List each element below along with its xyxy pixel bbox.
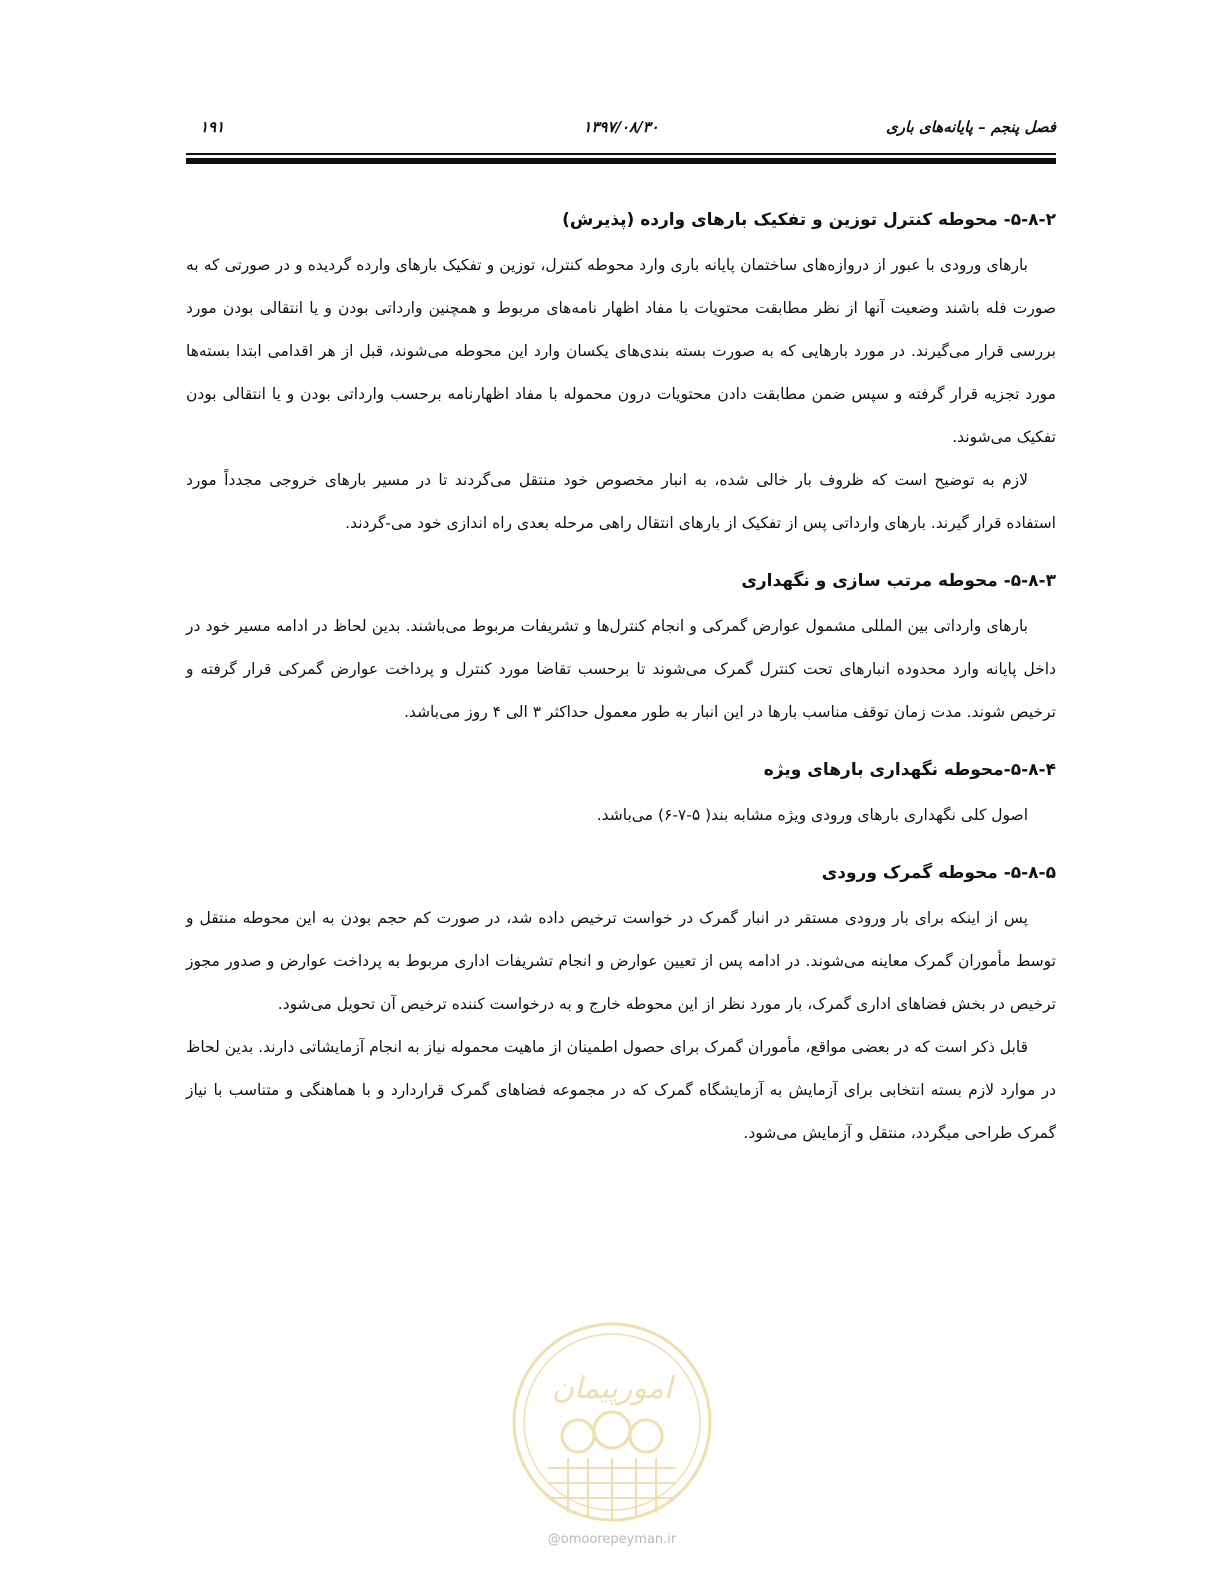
section-heading: ۵-۸-۲- محوطه کنترل توزین و تفکیک بارهای وارده (پذیرش)	[562, 210, 1056, 230]
header-date: ۱۳۹۷/۰۸/۳۰	[583, 118, 659, 136]
section-heading: ۵-۸-۴-محوطه نگهداری بارهای ویژه	[763, 760, 1056, 780]
watermark-logo-text: امورپیمان	[551, 1371, 673, 1406]
chapter-title: فصل پنجم – پایانه‌های باری	[886, 118, 1056, 136]
paragraph: پس از اینکه برای بار ورودی مستقر در انبار گمرک در خواست ترخیص داده شد، در صورت کم حجم بودن به این محوطه منتقل و توسط مأموران گمرک معاینه می‌شوند. در ادامه پس از تعیین عوارض و انجام تشریفات اداری مربوط به پرداخت عوارض و صدور مجوز ترخیص در بخش فضاهای اداری گمرک، بار مورد نظر از این محوطه خارج و به درخواست کننده ترخیص آن تحویل می‌شود.	[186, 909, 1056, 1013]
section-5-8-3	[186, 557, 1056, 734]
header-rule-thick	[186, 158, 1056, 164]
paragraph: لازم به توضیح است که ظروف بار خالی شده، به انبار مخصوص خود منتقل می‌گردند تا در مسیر بارهای خروجی مجدداً مورد استفاده قرار گیرند. بارهای وارداتی پس از تفکیک از بارهای انتقال راهی مرحله بعدی راه اندازی خود می-گردند.	[186, 471, 1056, 532]
page-number: ۱۹۱	[200, 118, 225, 136]
body-content	[186, 196, 1056, 1155]
paragraph: قابل ذکر است که در بعضی مواقع، مأموران گمرک برای حصول اطمینان از ماهیت محموله نیاز به انجام آزمایشاتی دارند. بدین لحاظ در موارد لازم بسته انتخابی برای آزمایش به آزمایشگاه گمرک که در مجموعه فضاهای گمرک قراردارد و با هماهنگی و متناسب با نیاز گمرک طراحی میگردد، منتقل و آزمایش می‌شود.	[186, 1038, 1056, 1142]
section-heading: ۵-۸-۵- محوطه گمرک ورودی	[821, 863, 1056, 883]
section-5-8-2	[186, 196, 1056, 545]
watermark-url: @omoorepeyman.ir	[547, 1532, 677, 1547]
paragraph: اصول کلی نگهداری بارهای ورودی ویژه مشابه بند( ۵-۷-۶) می‌باشد.	[596, 806, 1028, 824]
running-header	[186, 118, 1056, 148]
header-rule-thin	[186, 153, 1056, 155]
section-heading: ۵-۸-۳- محوطه مرتب سازی و نگهداری	[741, 571, 1056, 591]
watermark-logo-icon	[508, 1318, 716, 1526]
paragraph: بارهای وارداتی بین المللی مشمول عوارض گمرکی و انجام کنترل‌ها و تشریفات مربوط می‌باشند. بدین لحاظ در ادامه مسیر خود در داخل پایانه وارد محدوده انبارهای تحت کنترل گمرک می‌شوند تا برحسب تقاضا مورد کنترل و پرداخت عوارض گمرکی قرار گرفته و ترخیص شوند. مدت زمان توقف مناسب بارها در این انبار به طور معمول حداکثر ۳ الی ۴ روز می‌باشد.	[186, 617, 1056, 721]
section-5-8-4	[186, 746, 1056, 837]
section-5-8-5	[186, 849, 1056, 1155]
paragraph: بارهای ورودی با عبور از دروازه‌های ساختمان پایانه باری وارد محوطه کنترل، توزین و تفکیک بارهای وارده گردیده و در صورتی که به صورت فله باشند وضعیت آنها از نظر مطابقت محتویات با مفاد اظهار نامه‌های مربوط و همچنین وارداتی بودن و یا انتقالی بودن مورد بررسی قرار می‌گیرند. در مورد بارهایی که به صورت بسته بندی‌های یکسان وارد این محوطه می‌شوند، قبل از هر اقدامی ابتدا بسته‌ها مورد تجزیه قرار گرفته و سپس ضمن مطابقت دادن محتویات درون محموله با مفاد اظهارنامه برحسب وارداتی بودن و یا انتقالی بودن تفکیک می‌شوند.	[186, 256, 1056, 446]
